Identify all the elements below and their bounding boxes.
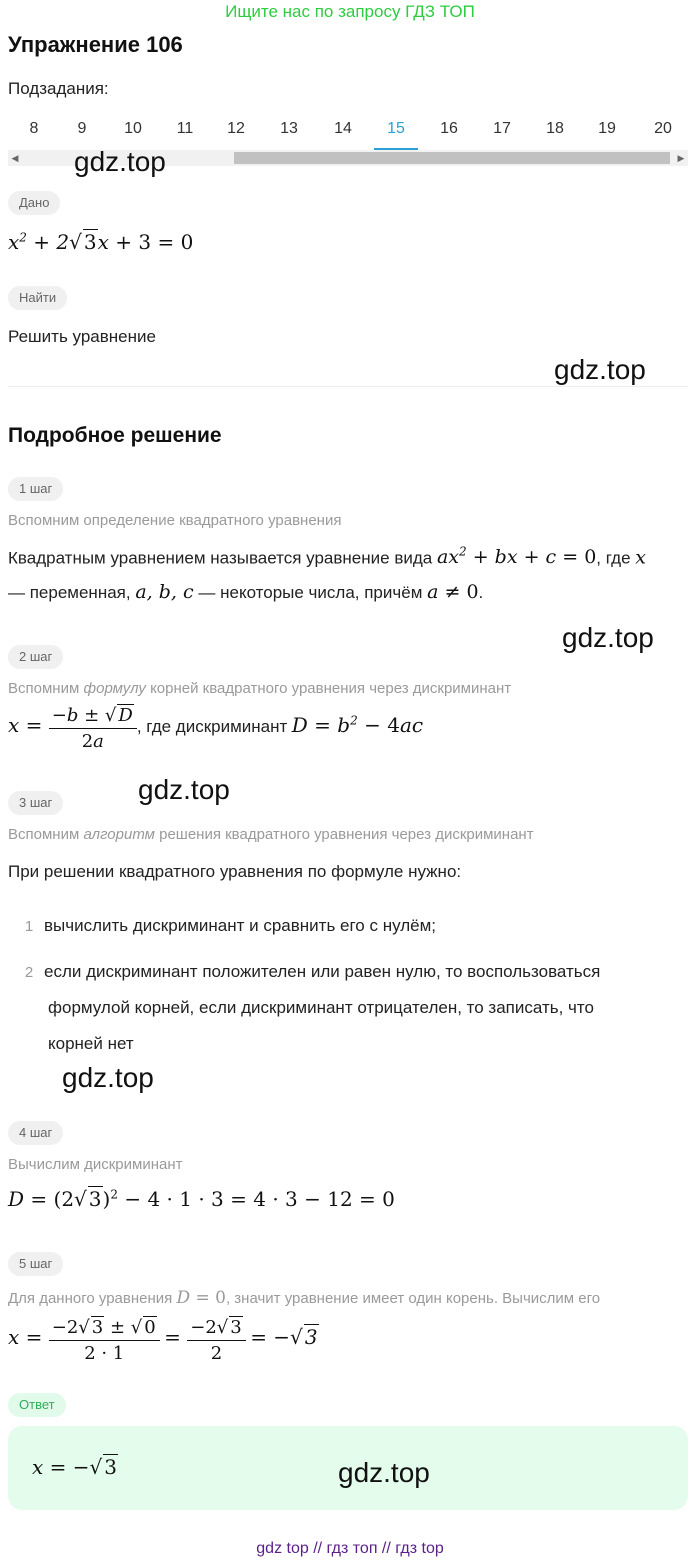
- tab-15[interactable]: 15: [374, 112, 418, 150]
- find-badge: Найти: [8, 286, 67, 310]
- watermark: gdz.top: [62, 1062, 154, 1093]
- scroll-left-icon[interactable]: ◀: [11, 153, 19, 163]
- tab-9[interactable]: 9: [77, 120, 87, 137]
- tab-11[interactable]: 11: [176, 120, 194, 137]
- step-badge: 3 шаг: [8, 791, 63, 815]
- tab-16[interactable]: 16: [440, 120, 458, 137]
- list-item-line: корней нет: [48, 1034, 134, 1053]
- scroll-thumb[interactable]: [234, 152, 670, 164]
- list-item-line: формулой корней, если дискриминант отрицателен, то записать, что: [48, 998, 594, 1017]
- tab-19[interactable]: 19: [598, 120, 616, 137]
- step-badge: 5 шаг: [8, 1252, 63, 1276]
- tab-8[interactable]: 8: [29, 120, 39, 137]
- watermark: gdz.top: [138, 774, 230, 805]
- page-title: Упражнение 106: [8, 32, 183, 57]
- tab-20[interactable]: 20: [654, 120, 672, 137]
- watermark: gdz.top: [562, 622, 654, 653]
- tab-13[interactable]: 13: [280, 120, 298, 137]
- step-hint: Для данного уравнения D = 0, значит уравнение имеет один корень. Вычислим его: [8, 1288, 601, 1308]
- root-calc: x = $\frac{-2√ 3 \pm √ 0}{2 \cdot 1}$ = $\frac{-2√ 3}{2}$ = −√ 3: [8, 1317, 318, 1364]
- step-badge: 4 шаг: [8, 1121, 63, 1145]
- answer-value: x = −√ 3: [32, 1455, 118, 1479]
- list-item: 2 если дискриминант положителен или равен нулю, то воспользоваться: [24, 962, 601, 981]
- tab-12[interactable]: 12: [227, 120, 245, 137]
- step-badge: 2 шаг: [8, 645, 63, 669]
- roots-formula: x = $\frac{-b \pm √ D}{2a}$ , где дискриминант $D = b^2 - 4ac$: [8, 705, 424, 752]
- step-text: — переменная, a, b, c — некоторые числа, причём a ≠ 0.: [8, 581, 484, 603]
- watermark: gdz.top: [554, 354, 646, 385]
- answer-badge: Ответ: [8, 1393, 66, 1417]
- tab-18[interactable]: 18: [546, 120, 564, 137]
- step-hint: Вспомним определение квадратного уравнения: [8, 512, 342, 529]
- given-equation: $x^2 + 2√$ 3x + 3 = 0: [8, 230, 194, 254]
- step-hint: Вспомним алгоритм решения квадратного уравнения через дискриминант: [8, 826, 534, 843]
- discriminant-calc: D = (2√ 3)$^2$ − 4 · 1 · 3 = 4 · 3 − 12 = 0: [8, 1187, 395, 1211]
- step-hint: Вычислим дискриминант: [8, 1156, 183, 1173]
- solution-title: Подробное решение: [8, 424, 222, 447]
- tab-14[interactable]: 14: [334, 120, 352, 137]
- step-hint: Вспомним формулу корней квадратного уравнения через дискриминант: [8, 680, 512, 697]
- find-text: Решить уравнение: [8, 327, 156, 346]
- given-badge: Дано: [8, 191, 60, 215]
- step-intro: При решении квадратного уравнения по формуле нужно:: [8, 862, 462, 881]
- list-item: 1 вычислить дискриминант и сравнить его с нулём;: [24, 916, 437, 935]
- tab-17[interactable]: 17: [493, 120, 511, 137]
- watermark: gdz.top: [74, 146, 166, 177]
- subtasks-label: Подзадания:: [8, 79, 109, 98]
- promo-banner: Ищите нас по запросу ГДЗ ТОП: [225, 2, 475, 21]
- step-badge: 1 шаг: [8, 477, 63, 501]
- step-text: Квадратным уравнением называется уравнение вида $ax^2$ + bx + c = 0, где x: [8, 545, 646, 569]
- tab-10[interactable]: 10: [124, 120, 142, 137]
- section-divider: [8, 386, 688, 387]
- footer-links[interactable]: gdz top // гдз топ // гдз top: [256, 1540, 444, 1557]
- watermark: gdz.top: [338, 1457, 430, 1488]
- scroll-right-icon[interactable]: ▶: [677, 153, 685, 163]
